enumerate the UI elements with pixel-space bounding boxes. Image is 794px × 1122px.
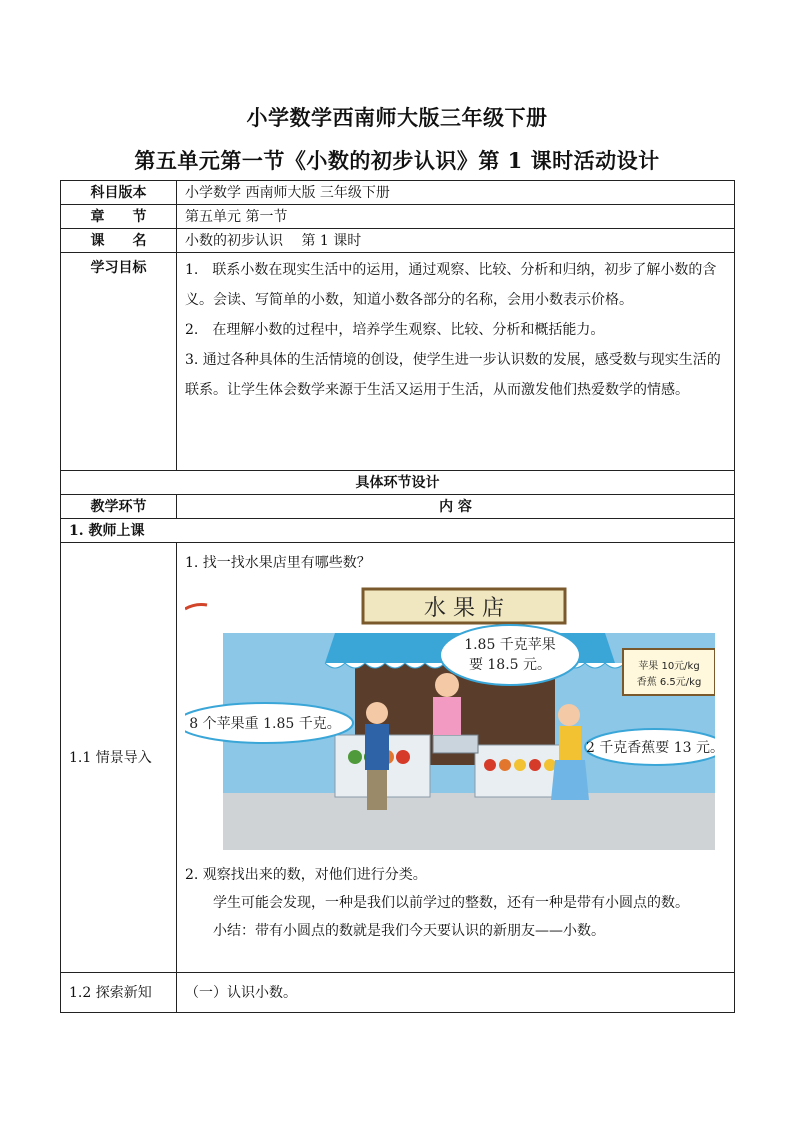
explore-first-item: （一）认识小数。 <box>177 973 735 1013</box>
fruit-shop-illustration <box>185 585 715 855</box>
lesson-plan-table <box>60 180 735 1013</box>
bubble-seller-line2: 要 18.5 元。 <box>468 657 552 673</box>
document-subtitle: 第五单元第一节《小数的初步认识》第 1 课时活动设计 <box>134 148 660 173</box>
sub-situation-label: 1.1 情景导入 <box>61 543 177 973</box>
situation-content <box>177 543 735 973</box>
goal-item: 1. 联系小数在现实生活中的运用，通过观察、比较、分析和归纳，初步了解小数的含义。会读、写简单的小数，知道小数各部分的名称，会用小数表示价格。 <box>185 262 717 308</box>
shop-sign-text: 水 果 店 <box>424 596 504 621</box>
bubble-girl-text: 2 千克香蕉要 13 元。 <box>585 740 715 756</box>
lesson-value: 小数的初步认识 第 1 课时 <box>177 229 735 253</box>
summary-text: 小结：带有小圆点的数就是我们今天要认识的新朋友——小数。 <box>213 923 605 939</box>
fruit-shop-scene <box>185 585 715 855</box>
goal-item: 3. 通过各种具体的生活情境的创设，使学生进一步认识数的发展，感受数与现实生活的联系。让学生体会数学来源于生活又运用于生活，从而激发他们热爱数学的情感。 <box>185 352 721 398</box>
chapter-value: 第五单元 第一节 <box>177 205 735 229</box>
content-column-header: 内 容 <box>177 495 735 519</box>
document-title: 小学数学西南师大版三年级下册 <box>246 105 548 130</box>
price-banana: 香蕉 6.5元/kg <box>636 677 702 688</box>
subject-value: 小学数学 西南师大版 三年级下册 <box>177 181 735 205</box>
price-apple: 苹果 10元/kg <box>638 661 700 672</box>
stage-column-header: 教学环节 <box>61 495 177 519</box>
bubble-seller-line1: 1.85 千克苹果 <box>464 637 556 653</box>
subject-label: 科目版本 <box>61 181 177 205</box>
lesson-label: 课 名 <box>61 229 177 253</box>
sub-explore-label: 1.2 探索新知 <box>61 973 177 1013</box>
chapter-label: 章 节 <box>61 205 177 229</box>
student-discovery: 学生可能会发现，一种是我们以前学过的整数，还有一种是带有小圆点的数。 <box>213 895 689 911</box>
goals-label: 学习目标 <box>61 253 177 471</box>
section-teacher-class: 1. 教师上课 <box>61 519 735 543</box>
goals-cell <box>177 253 735 471</box>
design-header: 具体环节设计 <box>61 471 735 495</box>
question-classify: 2. 观察找出来的数，对他们进行分类。 <box>185 867 427 883</box>
question-find-numbers: 1. 找一找水果店里有哪些数？ <box>185 555 371 571</box>
bubble-boy-text: 8 个苹果重 1.85 千克。 <box>189 716 341 732</box>
goal-item: 2. 在理解小数的过程中，培养学生观察、比较、分析和概括能力。 <box>185 322 605 338</box>
